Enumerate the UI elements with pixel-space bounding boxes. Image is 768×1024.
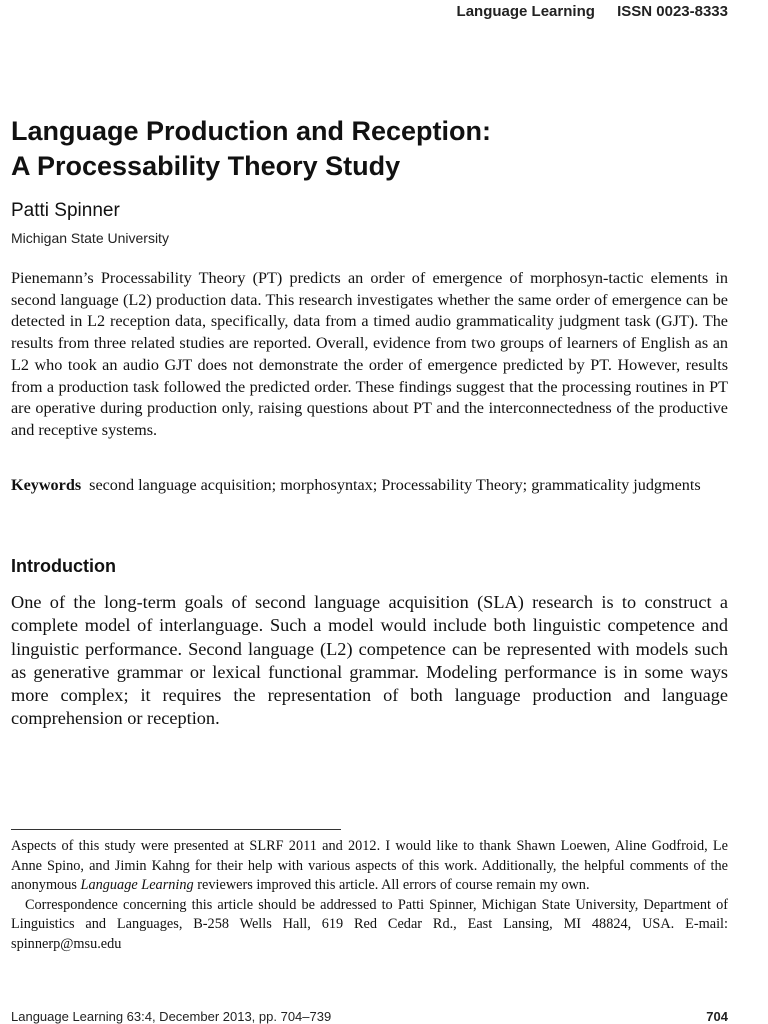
title-line-1: Language Production and Reception: [11, 116, 492, 146]
footnote-correspondence: Correspondence concerning this article should be addressed to Patti Spinner, Michigan State University, Department of Linguistics and Languages, B-258 Wells Hall, 619 Red Cedar Rd., East Lansing, MI 48824, USA. E-mail: spinnerp@msu.edu [11, 896, 728, 952]
author-name: Patti Spinner [11, 200, 120, 221]
issn: ISSN 0023-8333 [617, 3, 728, 20]
author-affiliation: Michigan State University [11, 230, 169, 246]
introduction-paragraph: One of the long-term goals of second language acquisition (SLA) research is to construct a complete model of interlanguage. Such a model would include both linguistic competence and linguistic performance. Second language (L2) competence can be represented with models such as generative grammar or lexical functional grammar. Modeling performance is in some ways more complex; it requires the representation of both language production and language comprehension or reception. [11, 592, 728, 729]
keywords-label: Keywords [11, 476, 82, 494]
journal-name: Language Learning [456, 3, 595, 20]
keywords [11, 474, 728, 496]
footnote-1-part-2: reviewers improved this article. All errors of course remain my own. [193, 877, 590, 893]
article-title [11, 114, 731, 184]
footnote-acknowledgments [11, 837, 728, 896]
footnote-divider [11, 829, 341, 830]
keywords-list: second language acquisition; morphosyntax; Processability Theory; grammaticality judgments [89, 476, 701, 494]
footnotes [11, 837, 728, 954]
footnote-1-journal-italic: Language Learning [80, 877, 194, 893]
running-header [457, 3, 728, 20]
page-footer [11, 1009, 728, 1024]
abstract: Pienemann’s Processability Theory (PT) predicts an order of emergence of morphosyn-tactic elements in second language (L2) production data. This research investigates whether the same order of emergence can be detected in L2 reception data, specifically, data from a timed audio grammaticality judgment task (GJT). The results from three related studies are reported. Overall, evidence from two groups of learners of English as an L2 who took an audio GJT does not demonstrate the order of emergence predicted by PT. However, results from a production task followed the predicted order. These findings suggest that the processing routines in PT are operative during production only, raising questions about PT and the interconnectedness of the productive and receptive systems. [11, 269, 728, 439]
page-number: 704 [706, 1009, 728, 1024]
section-heading-introduction: Introduction [11, 556, 116, 576]
title-line-2: A Processability Theory Study [11, 151, 401, 181]
footer-citation: Language Learning 63:4, December 2013, pp. 704–739 [11, 1009, 332, 1024]
footnote-1-part-1: Aspects of this study were presented at SLRF 2011 and 2012. I would like to thank Shawn Loewen, Aline Godfroid, Le Anne Spino, and Jimin Kahng for their help with various aspects of this work. Additionally, the helpful comments of the anonymous [11, 838, 728, 893]
